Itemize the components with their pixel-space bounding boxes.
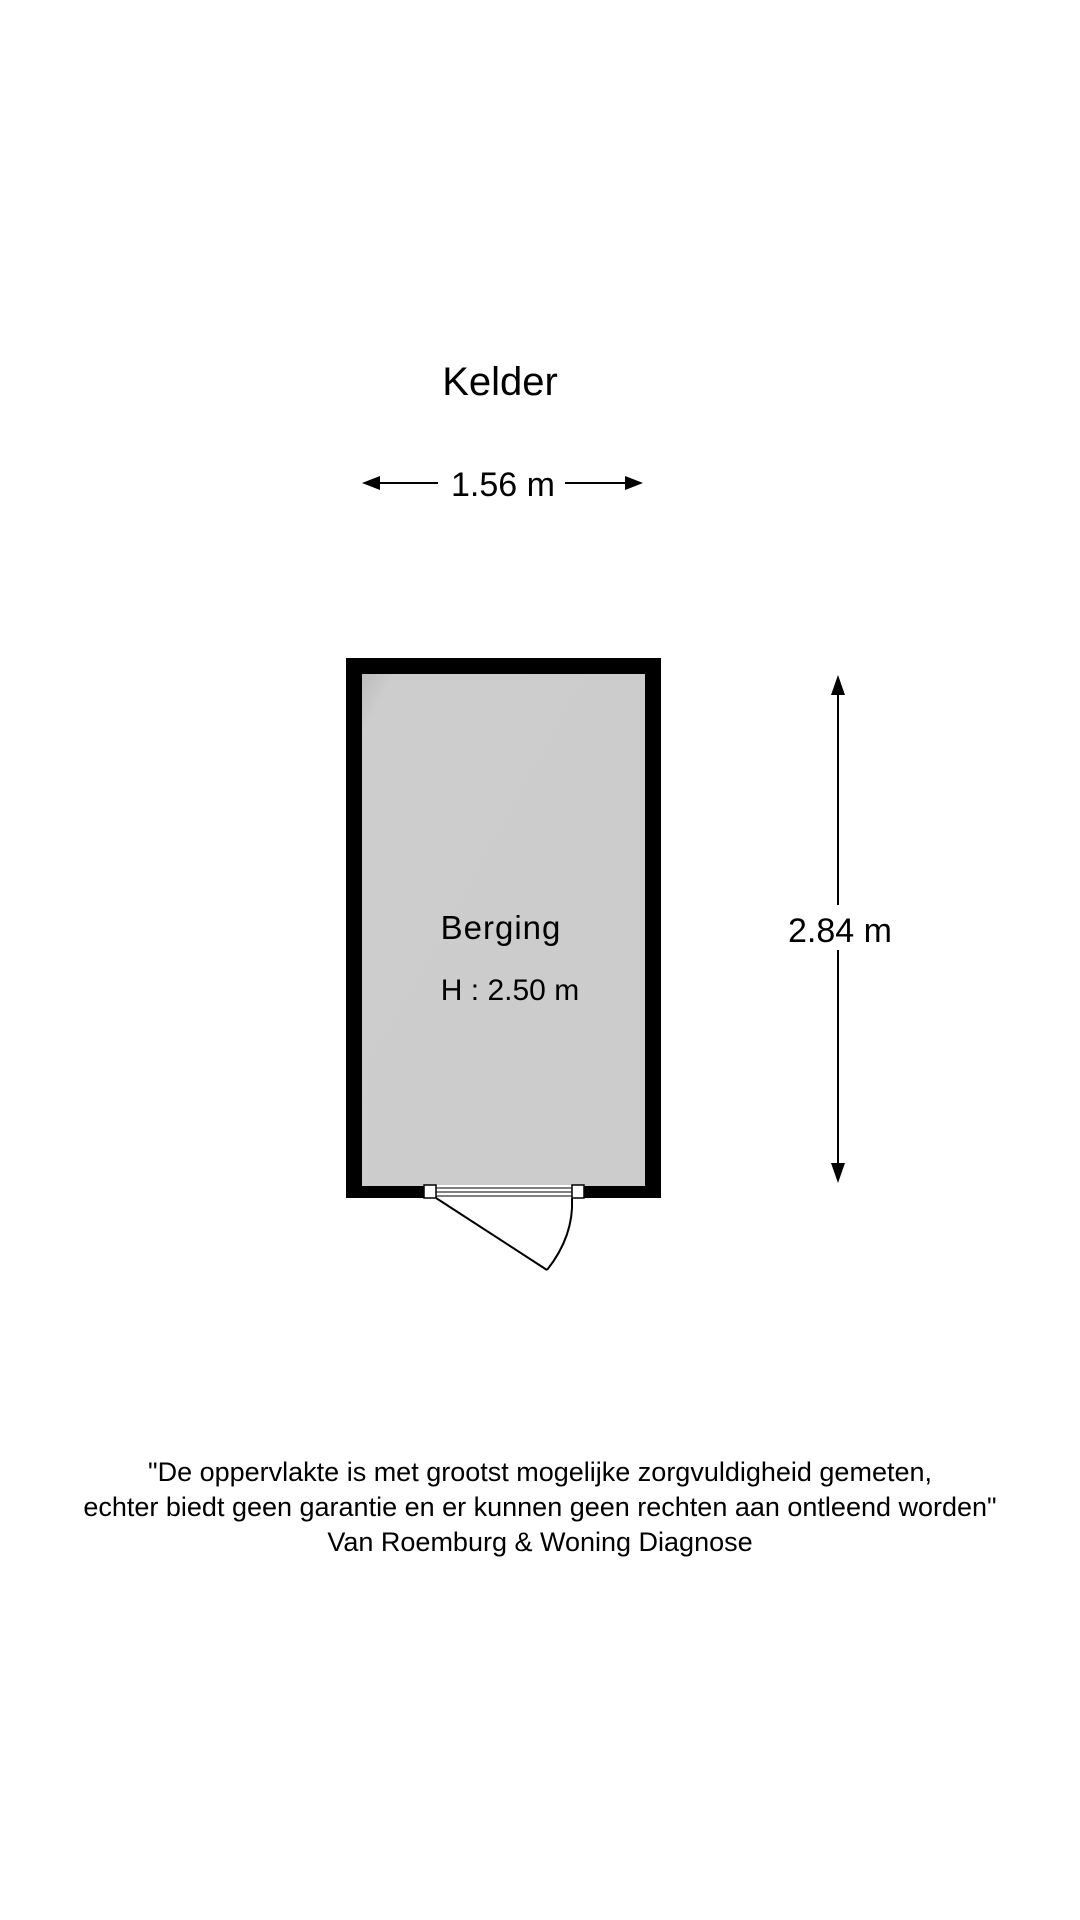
disclaimer-line-3: Van Roemburg & Woning Diagnose bbox=[327, 1527, 753, 1557]
door-jamb-left bbox=[424, 1185, 436, 1198]
arrow-up-icon bbox=[831, 675, 845, 695]
floor-title: Kelder bbox=[442, 360, 558, 404]
arrow-down-icon bbox=[831, 1163, 845, 1183]
door-swing-arc bbox=[547, 1198, 572, 1270]
length-label: 2.84 m bbox=[788, 912, 892, 950]
room-berging bbox=[346, 658, 661, 1270]
disclaimer-line-2: echter biedt geen garantie en er kunnen geen rechten aan ontleend worden" bbox=[83, 1492, 997, 1522]
arrow-right-icon bbox=[625, 476, 643, 490]
arrow-left-icon bbox=[362, 476, 380, 490]
width-label: 1.56 m bbox=[451, 466, 555, 504]
room-height: H : 2.50 m bbox=[440, 974, 580, 1007]
disclaimer bbox=[0, 1455, 1080, 1560]
door-jamb-right bbox=[572, 1185, 584, 1198]
width-dimension bbox=[362, 466, 643, 504]
door-leaf bbox=[436, 1198, 547, 1270]
room-name: Berging bbox=[440, 909, 562, 946]
length-dimension bbox=[788, 675, 892, 1183]
disclaimer-line-1: "De oppervlakte is met grootst mogelijke zorgvuldigheid gemeten, bbox=[148, 1457, 932, 1487]
